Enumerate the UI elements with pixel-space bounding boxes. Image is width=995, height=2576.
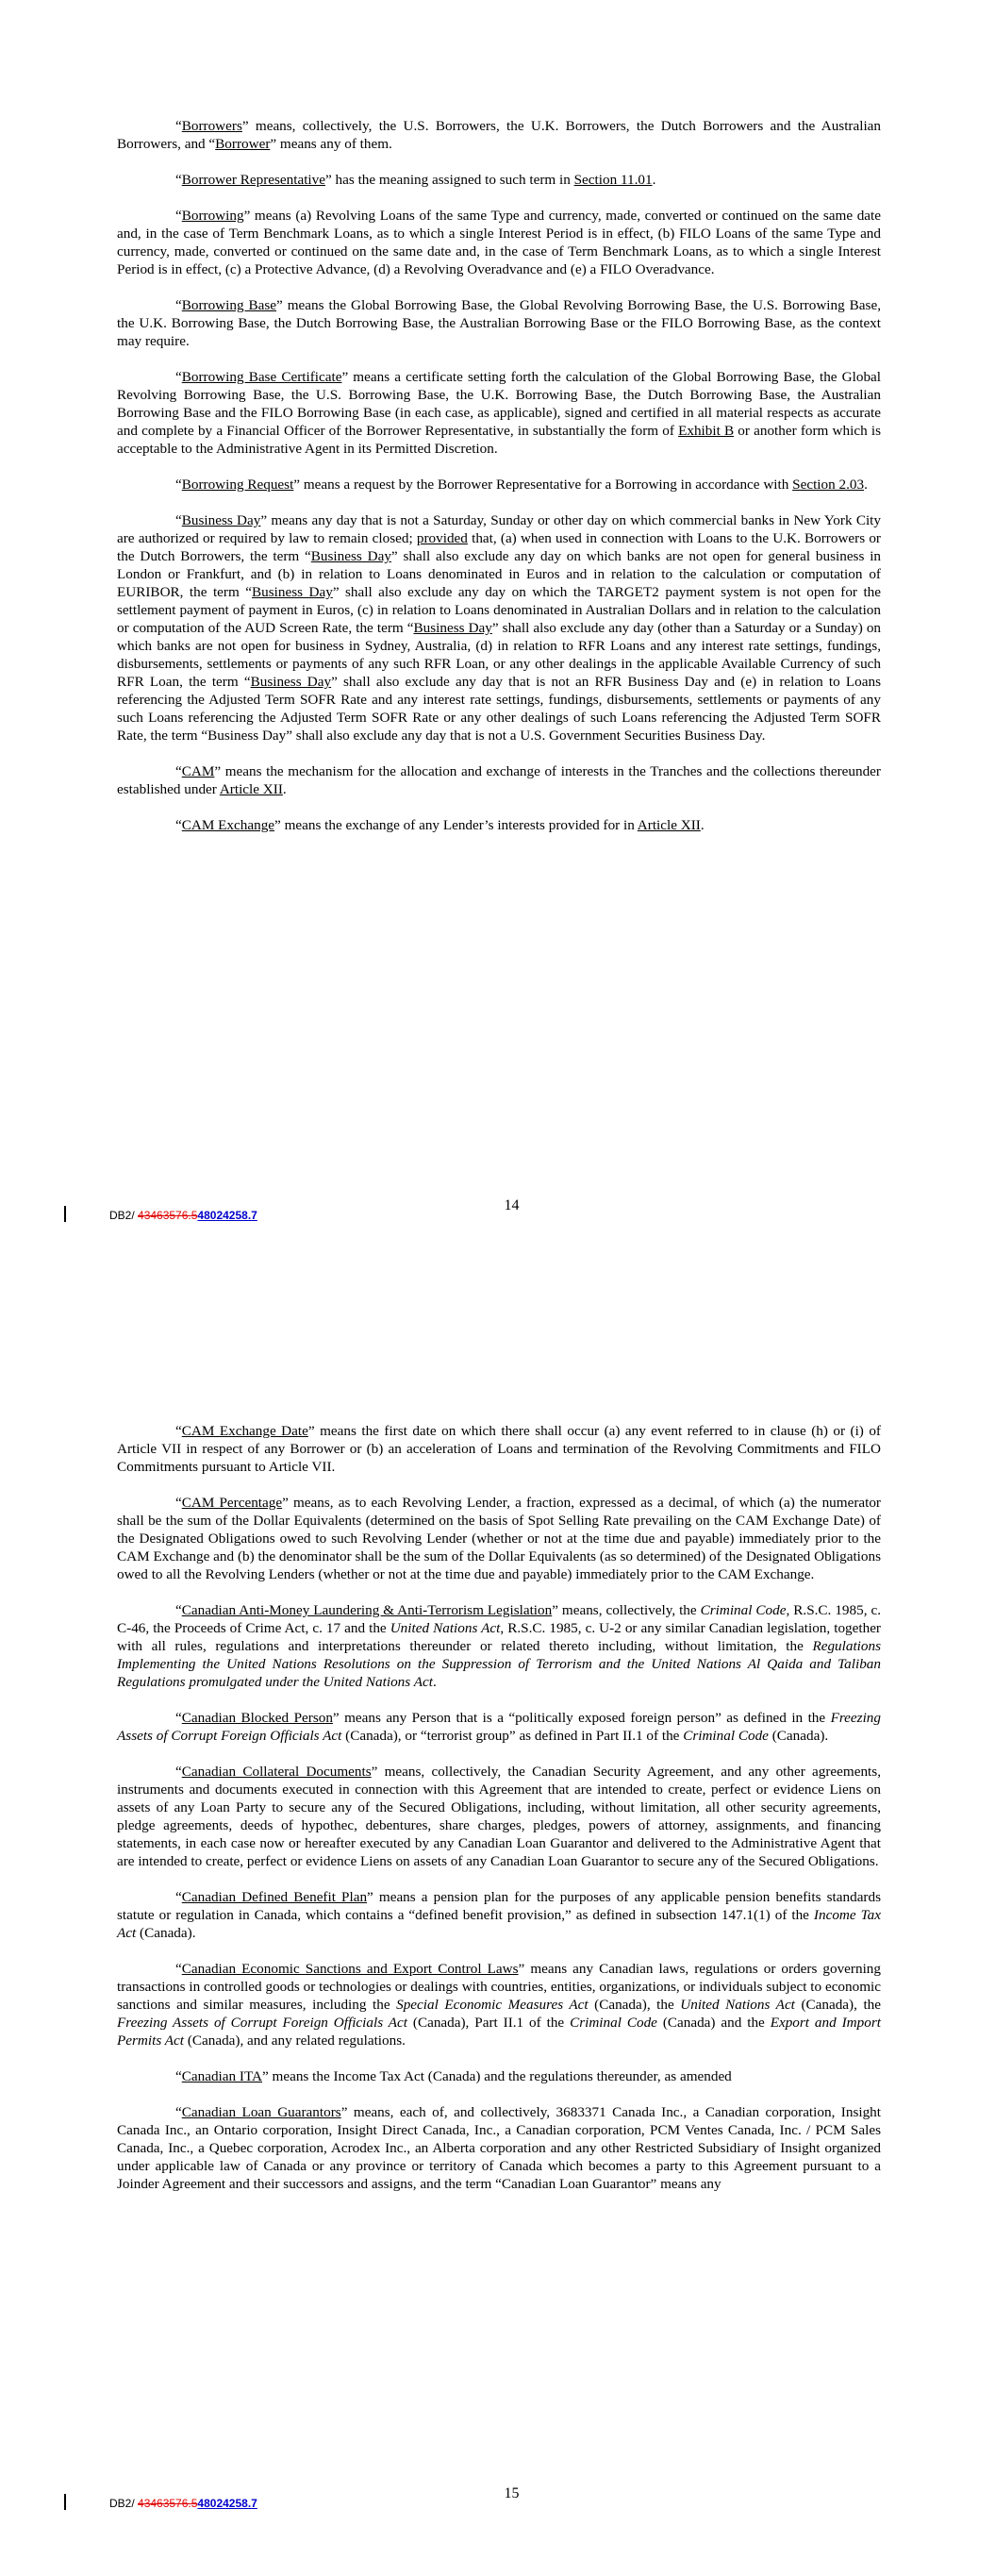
- paragraph-text: (Canada) and the: [656, 2015, 771, 2031]
- page-body: [117, 117, 881, 852]
- paragraph-text: ” means, collectively, the Canadian Security Agreement, and any other agreements, instruments and documents executed in connection with this Agreement that are intended to create, perfect or evidence Liens on assets of any Loan Party to secure any of the Secured Obligations, including, without limitation, all other security agreements, pledge agreements, deeds of hypothec, debentures, share charges, pledges, powers of attorney, assignments, and financing statements, in each case now or hereafter executed by any Canadian Loan Guarantor and delivered to the Administrative Agent that are intended to create, perfect or evidence Liens on assets of any Canadian Loan Guarantor to secure any of the Secured Obligations.: [117, 1764, 881, 1869]
- paragraph-text: “: [175, 1961, 182, 1977]
- paragraph-text: ” shall also exclude any day on which the TARGET2 payment system is not open for the settlement payment of payment in Euros, (c) in relation to Loans denominated in Australian Dollars and in relation to the calculation or computation of the AUD Screen Rate, the term “: [117, 584, 882, 636]
- paragraph-text: “: [175, 369, 182, 385]
- paragraph-text: “: [175, 297, 182, 313]
- statute-title: Freezing Assets of Corrupt Foreign Officials Act: [117, 1710, 881, 1744]
- definition-paragraph: [117, 1888, 881, 1942]
- definition-paragraph: [117, 1763, 881, 1870]
- paragraph-text: ” shall also exclude any day that is not an RFR Business Day and (e) in relation to Loans referencing the Adjusted Term SOFR Rate and any interest rate settings, fundings, disbursements, settlements or payments of any such Loans referencing the Adjusted Term SOFR Rate or any other dealings of such Loans referencing the Adjusted Term SOFR Rate, the term “Business Day” shall also exclude any day that is not a U.S. Government Securities Business Day.: [117, 674, 882, 744]
- defined-term: Article XII: [219, 781, 283, 797]
- definition-paragraph: [117, 368, 881, 458]
- paragraph-text: “: [175, 1764, 182, 1780]
- defined-term: Article XII: [637, 817, 701, 833]
- paragraph-text: (Canada).: [136, 1925, 196, 1941]
- definition-paragraph: [117, 207, 881, 278]
- paragraph-text: “: [175, 477, 182, 493]
- defined-term: Section 11.01: [573, 172, 653, 188]
- paragraph-text: ” means the first date on which there shall occur (a) any event referred to in clause (h) or (i) of Article VII in respect of any Borrower or (b) an acceleration of Loans and termination of the Revolving Commitments and FILO Commitments pursuant to Article VII.: [117, 1423, 881, 1475]
- paragraph-text: , R.S.C. 1985, c. C-46, the Proceeds of Crime Act, c. 17 and the: [117, 1602, 881, 1636]
- paragraph-text: .: [652, 172, 656, 188]
- defined-term: Business Day: [413, 620, 492, 636]
- page-number: 15: [504, 2485, 520, 2501]
- defined-term: Borrowing Request: [181, 477, 294, 493]
- definition-paragraph: [117, 117, 881, 153]
- defined-term: Borrower Representative: [181, 172, 325, 188]
- paragraph-text: ” means the mechanism for the allocation and exchange of interests in the Tranches and the collections thereunder established under: [117, 763, 881, 797]
- defined-term: Borrowers: [181, 118, 242, 134]
- statute-title: United Nations Act: [680, 1997, 795, 2013]
- paragraph-text: “: [175, 172, 182, 188]
- defined-term: Canadian ITA: [181, 2068, 262, 2084]
- paragraph-text: .: [864, 477, 868, 493]
- defined-term: Canadian Defined Benefit Plan: [181, 1889, 368, 1905]
- definition-paragraph: [117, 1494, 881, 1583]
- paragraph-text: “: [175, 763, 182, 779]
- defined-term: Canadian Anti-Money Laundering & Anti-Terrorism Legislation: [181, 1602, 553, 1618]
- paragraph-text: ” means the Income Tax Act (Canada) and the regulations thereunder, as amended: [262, 2068, 732, 2084]
- document-id-new: 48024258.7: [197, 2497, 257, 2510]
- paragraph-text: (Canada).: [768, 1728, 829, 1744]
- paragraph-text: “: [175, 1889, 182, 1905]
- paragraph-text: (Canada), the: [794, 1997, 881, 2013]
- paragraph-text: “: [175, 512, 182, 528]
- paragraph-text: that, (a) when used in connection with Loans to the U.K. Borrowers or the Dutch Borrowers, the term “: [117, 530, 881, 564]
- definition-paragraph: [117, 1960, 881, 2049]
- statute-title: Criminal Code: [570, 2015, 657, 2031]
- defined-term: Canadian Collateral Documents: [181, 1764, 372, 1780]
- paragraph-text: “: [175, 2068, 182, 2084]
- paragraph-text: ” means a pension plan for the purposes of any applicable pension benefits standards statute or regulation in Canada, which contains a “defined benefit provision,” as defined in subsection 147.1(1) of the: [117, 1889, 881, 1923]
- paragraph-text: “: [175, 1495, 182, 1511]
- paragraph-text: “: [175, 1602, 182, 1618]
- definition-paragraph: [117, 1601, 881, 1691]
- paragraph-text: ” means (a) Revolving Loans of the same Type and currency, made, converted or continued on the same date and, in the case of Term Benchmark Loans, as to which a single Interest Period is in effect, (b) FILO Loans of the same Type and currency, made, converted or continued on the same date and, in the case of Term Benchmark Loans, as to which a single Interest Period is in effect, (c) a Protective Advance, (d) a Revolving Overadvance and (e) a FILO Overadvance.: [117, 208, 881, 277]
- paragraph-text: ” means any day that is not a Saturday, Sunday or other day on which commercial banks in New York City are authorized or required by law to remain closed;: [117, 512, 881, 546]
- paragraph-text: ” shall also exclude any day (other than a Saturday or a Sunday) on which banks are not open for business in Sydney, Australia, (d) in relation to RFR Loans and any interest rate settings, fundings, disbursements, settlements or payments of any such RFR Loan, or any other dealings in the applicable Available Currency of such RFR Loan, the term “: [117, 620, 882, 690]
- statute-title: Income Tax Act: [117, 1907, 881, 1941]
- defined-term: Canadian Economic Sanctions and Export Control Laws: [181, 1961, 519, 1977]
- paragraph-text: “: [175, 817, 182, 833]
- defined-term: Borrowing: [181, 208, 244, 224]
- statute-title: United Nations Act: [390, 1620, 501, 1636]
- paragraph-text: ” means any Canadian laws, regulations or orders governing transactions in controlled goods or technologies or dealings with countries, entities, organizations, or individuals subject to economic sanctions and similar measures, including the: [117, 1961, 881, 2013]
- paragraph-text: ” means any Person that is a “politically exposed foreign person” as defined in the: [332, 1710, 831, 1726]
- defined-term: Business Day: [250, 674, 332, 690]
- document-id-prefix: DB2/: [109, 2497, 139, 2510]
- definition-paragraph: [117, 762, 881, 798]
- document-id-old: 43463576.5: [138, 1209, 198, 1222]
- paragraph-text: ” means any of them.: [270, 136, 392, 152]
- paragraph-text: ” means, collectively, the: [552, 1602, 701, 1618]
- paragraph-text: ” means, each of, and collectively, 3683371 Canada Inc., a Canadian corporation, Insight Canada Inc., an Ontario corporation, Insight Direct Canada, Inc., a Canadian corporation, PCM Ventes Canada, Inc. / PCM Sales Canada, Inc., a Quebec corporation, Acrodex Inc., an Alberta corporation and any other Restricted Subsidiary of Insight organized under applicable law of Canada or any province or territory of Canada which becomes a party to this Agreement pursuant to a Joinder Agreement and their successors and assigns, and the term “Canadian Loan Guarantor” means any: [117, 2104, 881, 2192]
- definition-paragraph: [117, 511, 881, 744]
- defined-term: Canadian Blocked Person: [181, 1710, 333, 1726]
- paragraph-text: “: [175, 1710, 182, 1726]
- page-number: 14: [504, 1197, 520, 1213]
- paragraph-text: ” means the Global Borrowing Base, the Global Revolving Borrowing Base, the U.S. Borrowing Base, the U.K. Borrowing Base, the Dutch Borrowing Base, the Australian Borrowing Base or the FILO Borrowing Base, as the context may require.: [117, 297, 881, 349]
- defined-term: Business Day: [310, 548, 391, 564]
- document-id-prefix: DB2/: [109, 1209, 139, 1222]
- document-page-15: [0, 1288, 995, 2576]
- definition-paragraph: [117, 1709, 881, 1745]
- statute-title: Export and Import Permits Act: [117, 2015, 881, 2049]
- paragraph-text: (Canada), or “terrorist group” as defined in Part II.1 of the: [341, 1728, 684, 1744]
- paragraph-text: “: [175, 208, 182, 224]
- paragraph-text: “: [175, 1423, 182, 1439]
- definition-paragraph: [117, 2067, 881, 2085]
- statute-title: Freezing Assets of Corrupt Foreign Officials Act: [117, 2015, 407, 2031]
- defined-term: CAM Exchange: [181, 817, 275, 833]
- statute-title: Regulations Implementing the United Nations Resolutions on the Suppression of Terrorism and the United Nations Al Qaida and Taliban Regulations promulgated under the United Nations Act: [117, 1638, 881, 1690]
- document-id-old: 43463576.5: [138, 2497, 198, 2510]
- paragraph-text: or another form which is acceptable to the Administrative Agent in its Permitted Discretion.: [117, 423, 881, 457]
- defined-term: CAM Percentage: [181, 1495, 283, 1511]
- paragraph-text: (Canada), the: [588, 1997, 681, 2013]
- defined-term: Business Day: [252, 584, 333, 600]
- defined-term: Canadian Loan Guarantors: [181, 2104, 341, 2120]
- statute-title: Criminal Code: [700, 1602, 787, 1618]
- paragraph-text: (Canada), Part II.1 of the: [406, 2015, 571, 2031]
- defined-term: CAM Exchange Date: [181, 1423, 308, 1439]
- paragraph-text: ” means a certificate setting forth the calculation of the Global Borrowing Base, the Global Revolving Borrowing Base, the U.S. Borrowing Base, the U.K. Borrowing Base, the Dutch Borrowing Base, the Australian Borrowing Base and the FILO Borrowing Base (in each case, as applicable), signed and certified in all material respects as accurate and complete by a Financial Officer of the Borrower Representative, in substantially the form of: [117, 369, 882, 439]
- defined-term: Borrower: [215, 136, 271, 152]
- paragraph-text: , R.S.C. 1985, c. U-2 or any similar Canadian legislation, together with all rules, regulations and interpretations thereunder or related thereto including, without limitation, the: [117, 1620, 881, 1654]
- definition-paragraph: [117, 816, 881, 834]
- definition-paragraph: [117, 296, 881, 350]
- paragraph-text: .: [700, 817, 705, 833]
- page-body: [117, 1422, 881, 2211]
- paragraph-text: ” means, collectively, the U.S. Borrowers, the U.K. Borrowers, the Dutch Borrowers and the Australian Borrowers, and “: [117, 118, 881, 152]
- defined-term: Borrowing Base Certificate: [181, 369, 342, 385]
- defined-term: Exhibit B: [678, 423, 735, 439]
- definition-paragraph: [117, 476, 881, 493]
- paragraph-text: ” means, as to each Revolving Lender, a fraction, expressed as a decimal, of which (a) the numerator shall be the sum of the Dollar Equivalents (determined on the basis of Spot Selling Rate prevailing on the CAM Exchange Date) of the Designated Obligations owed to such Revolving Lender (whether or not at the time due and payable) immediately prior to the CAM Exchange and (b) the denominator shall be the sum of the Dollar Equivalents (as so determined) of the Designated Obligations owed to all the Revolving Lenders (whether or not at the time due and payable) immediately prior to the CAM Exchange.: [117, 1495, 881, 1582]
- paragraph-text: .: [282, 781, 287, 797]
- paragraph-text: ” has the meaning assigned to such term in: [325, 172, 574, 188]
- paragraph-text: “: [175, 118, 182, 134]
- definition-paragraph: [117, 2103, 881, 2193]
- document-id-new: 48024258.7: [197, 1209, 257, 1222]
- paragraph-text: “: [175, 2104, 182, 2120]
- paragraph-text: .: [432, 1674, 437, 1690]
- paragraph-text: (Canada), and any related regulations.: [184, 2032, 406, 2049]
- paragraph-text: ” shall also exclude any day on which banks are not open for general business in London or Frankfurt, and (b) in relation to Loans denominated in Euros and in relation to the calculation or computation of EURIBOR, the term “: [117, 548, 882, 600]
- defined-term: Borrowing Base: [181, 297, 277, 313]
- paragraph-text: ” means the exchange of any Lender’s interests provided for in: [274, 817, 638, 833]
- defined-term: Business Day: [181, 512, 261, 528]
- paragraph-text: ” means a request by the Borrower Representative for a Borrowing in accordance with: [293, 477, 793, 493]
- definition-paragraph: [117, 171, 881, 189]
- defined-term: provided: [416, 530, 468, 546]
- statute-title: Criminal Code: [683, 1728, 769, 1744]
- statute-title: Special Economic Measures Act: [396, 1997, 589, 2013]
- defined-term: CAM: [181, 763, 215, 779]
- defined-term: Section 2.03: [792, 477, 865, 493]
- definition-paragraph: [117, 1422, 881, 1476]
